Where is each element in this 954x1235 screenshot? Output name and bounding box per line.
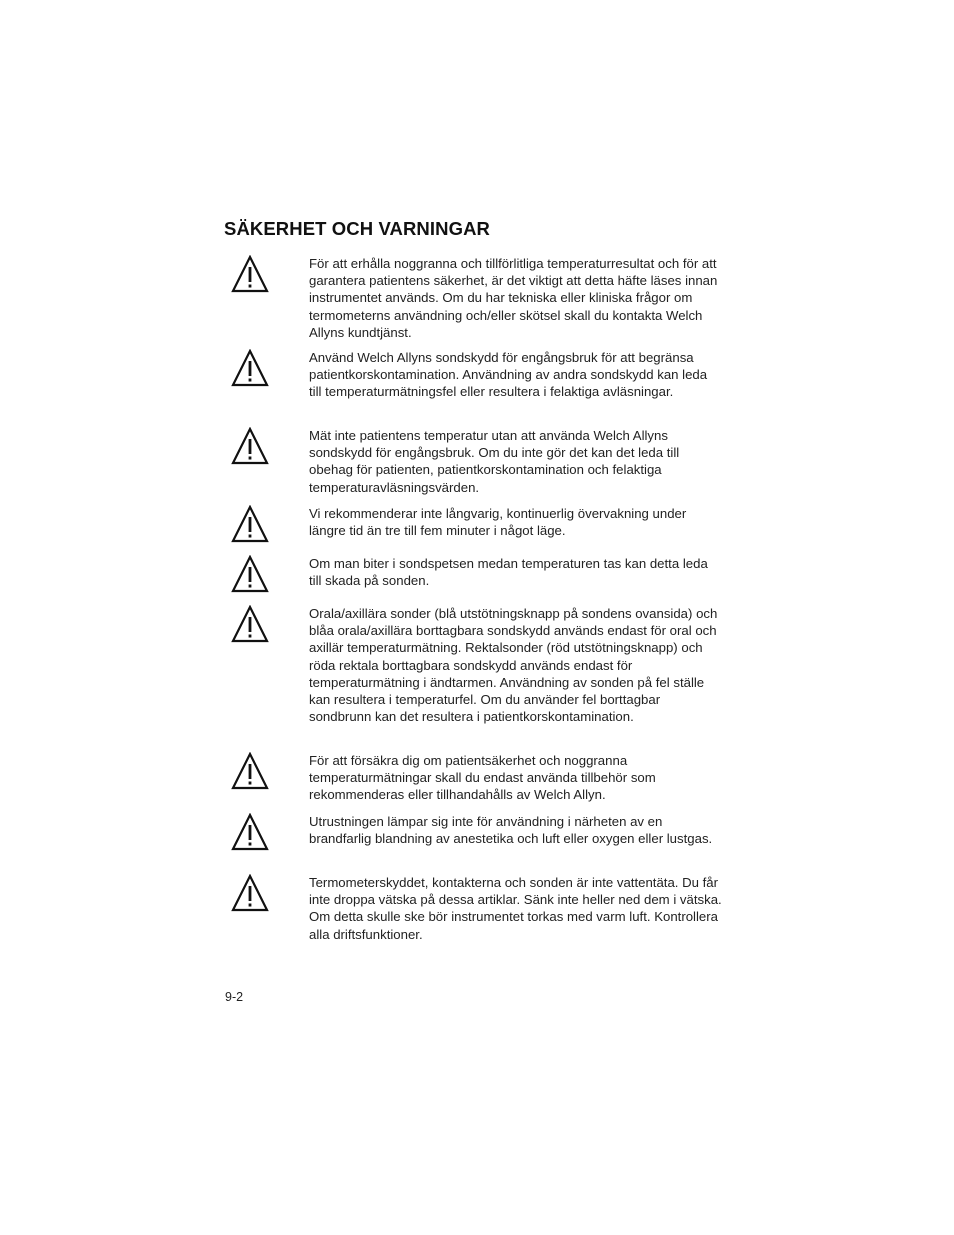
warning-text: Om man biter i sondspetsen medan temperaturen tas kan detta leda till skada på sonden. <box>309 556 708 589</box>
warning-triangle-icon <box>230 349 270 385</box>
warning-triangle-icon <box>230 813 270 849</box>
warning-triangle-icon <box>230 427 270 463</box>
warning-triangle-icon <box>230 255 270 291</box>
warning-triangle-icon <box>230 605 270 641</box>
warning-text: För att erhålla noggranna och tillförlitliga temperaturresultat och för att garantera patientens säkerhet, är det viktigt att detta häfte läses innan instrumentet används. Om du har tekniska eller kliniska frågor om termometerns användning och/eller skötsel skall du kontakta Welch Allyns kundtjänst. <box>309 256 718 340</box>
warning-triangle-icon <box>230 752 270 788</box>
page-title: SÄKERHET OCH VARNINGAR <box>224 218 491 239</box>
warning-text: Mät inte patientens temperatur utan att använda Welch Allyns sondskydd för engångsbruk. Om du inte gör det kan det leda till obehag för patienten, patientkorskontamination och felaktiga temperaturavläsningsvärden. <box>309 428 680 495</box>
warning-text: Utrustningen lämpar sig inte för användning i närheten av en brandfarlig blandning av anestetika och luft eller oxygen eller lustgas. <box>309 814 713 847</box>
warning-text: Orala/axillära sonder (blå utstötningsknapp på sondens ovansida) och blåa orala/axillära borttagbara sondskydd används endast för oral och axillär temperaturmätning. Rektalsonder (röd utstötningsknapp) och röda rektala borttagbara sondskydd används endast för temperaturmätning i ändtarmen. Användning av sonden på fel ställe kan resultera i temperaturfel. Om du använder fel borttagbar sondbrunn kan det resultera i patientkorskontamination. <box>309 606 718 725</box>
warning-text: Använd Welch Allyns sondskydd för engångsbruk för att begränsa patientkorskontamination. Användning av andra sondskydd kan leda till temperaturmätningsfel eller resultera i felaktiga avläsningar. <box>309 350 708 400</box>
warning-text: För att försäkra dig om patientsäkerhet och noggranna temperaturmätningar skall du endast använda tillbehör som rekommenderas eller tillhandahålls av Welch Allyn. <box>309 753 656 803</box>
warning-text: Termometerskyddet, kontakterna och sonden är inte vattentäta. Du får inte droppa vätska på dessa artiklar. Sänk inte heller ned dem i vätska. Om detta skulle ske bör instrumentet torkas med varm luft. Kontrollera alla driftsfunktioner. <box>309 875 722 942</box>
warning-triangle-icon <box>230 505 270 541</box>
warning-triangle-icon <box>230 874 270 910</box>
page-number: 9-2 <box>225 990 244 1004</box>
warning-triangle-icon <box>230 555 270 591</box>
warning-text: Vi rekommenderar inte långvarig, kontinuerlig övervakning under längre tid än tre till fem minuter i något läge. <box>309 506 687 539</box>
